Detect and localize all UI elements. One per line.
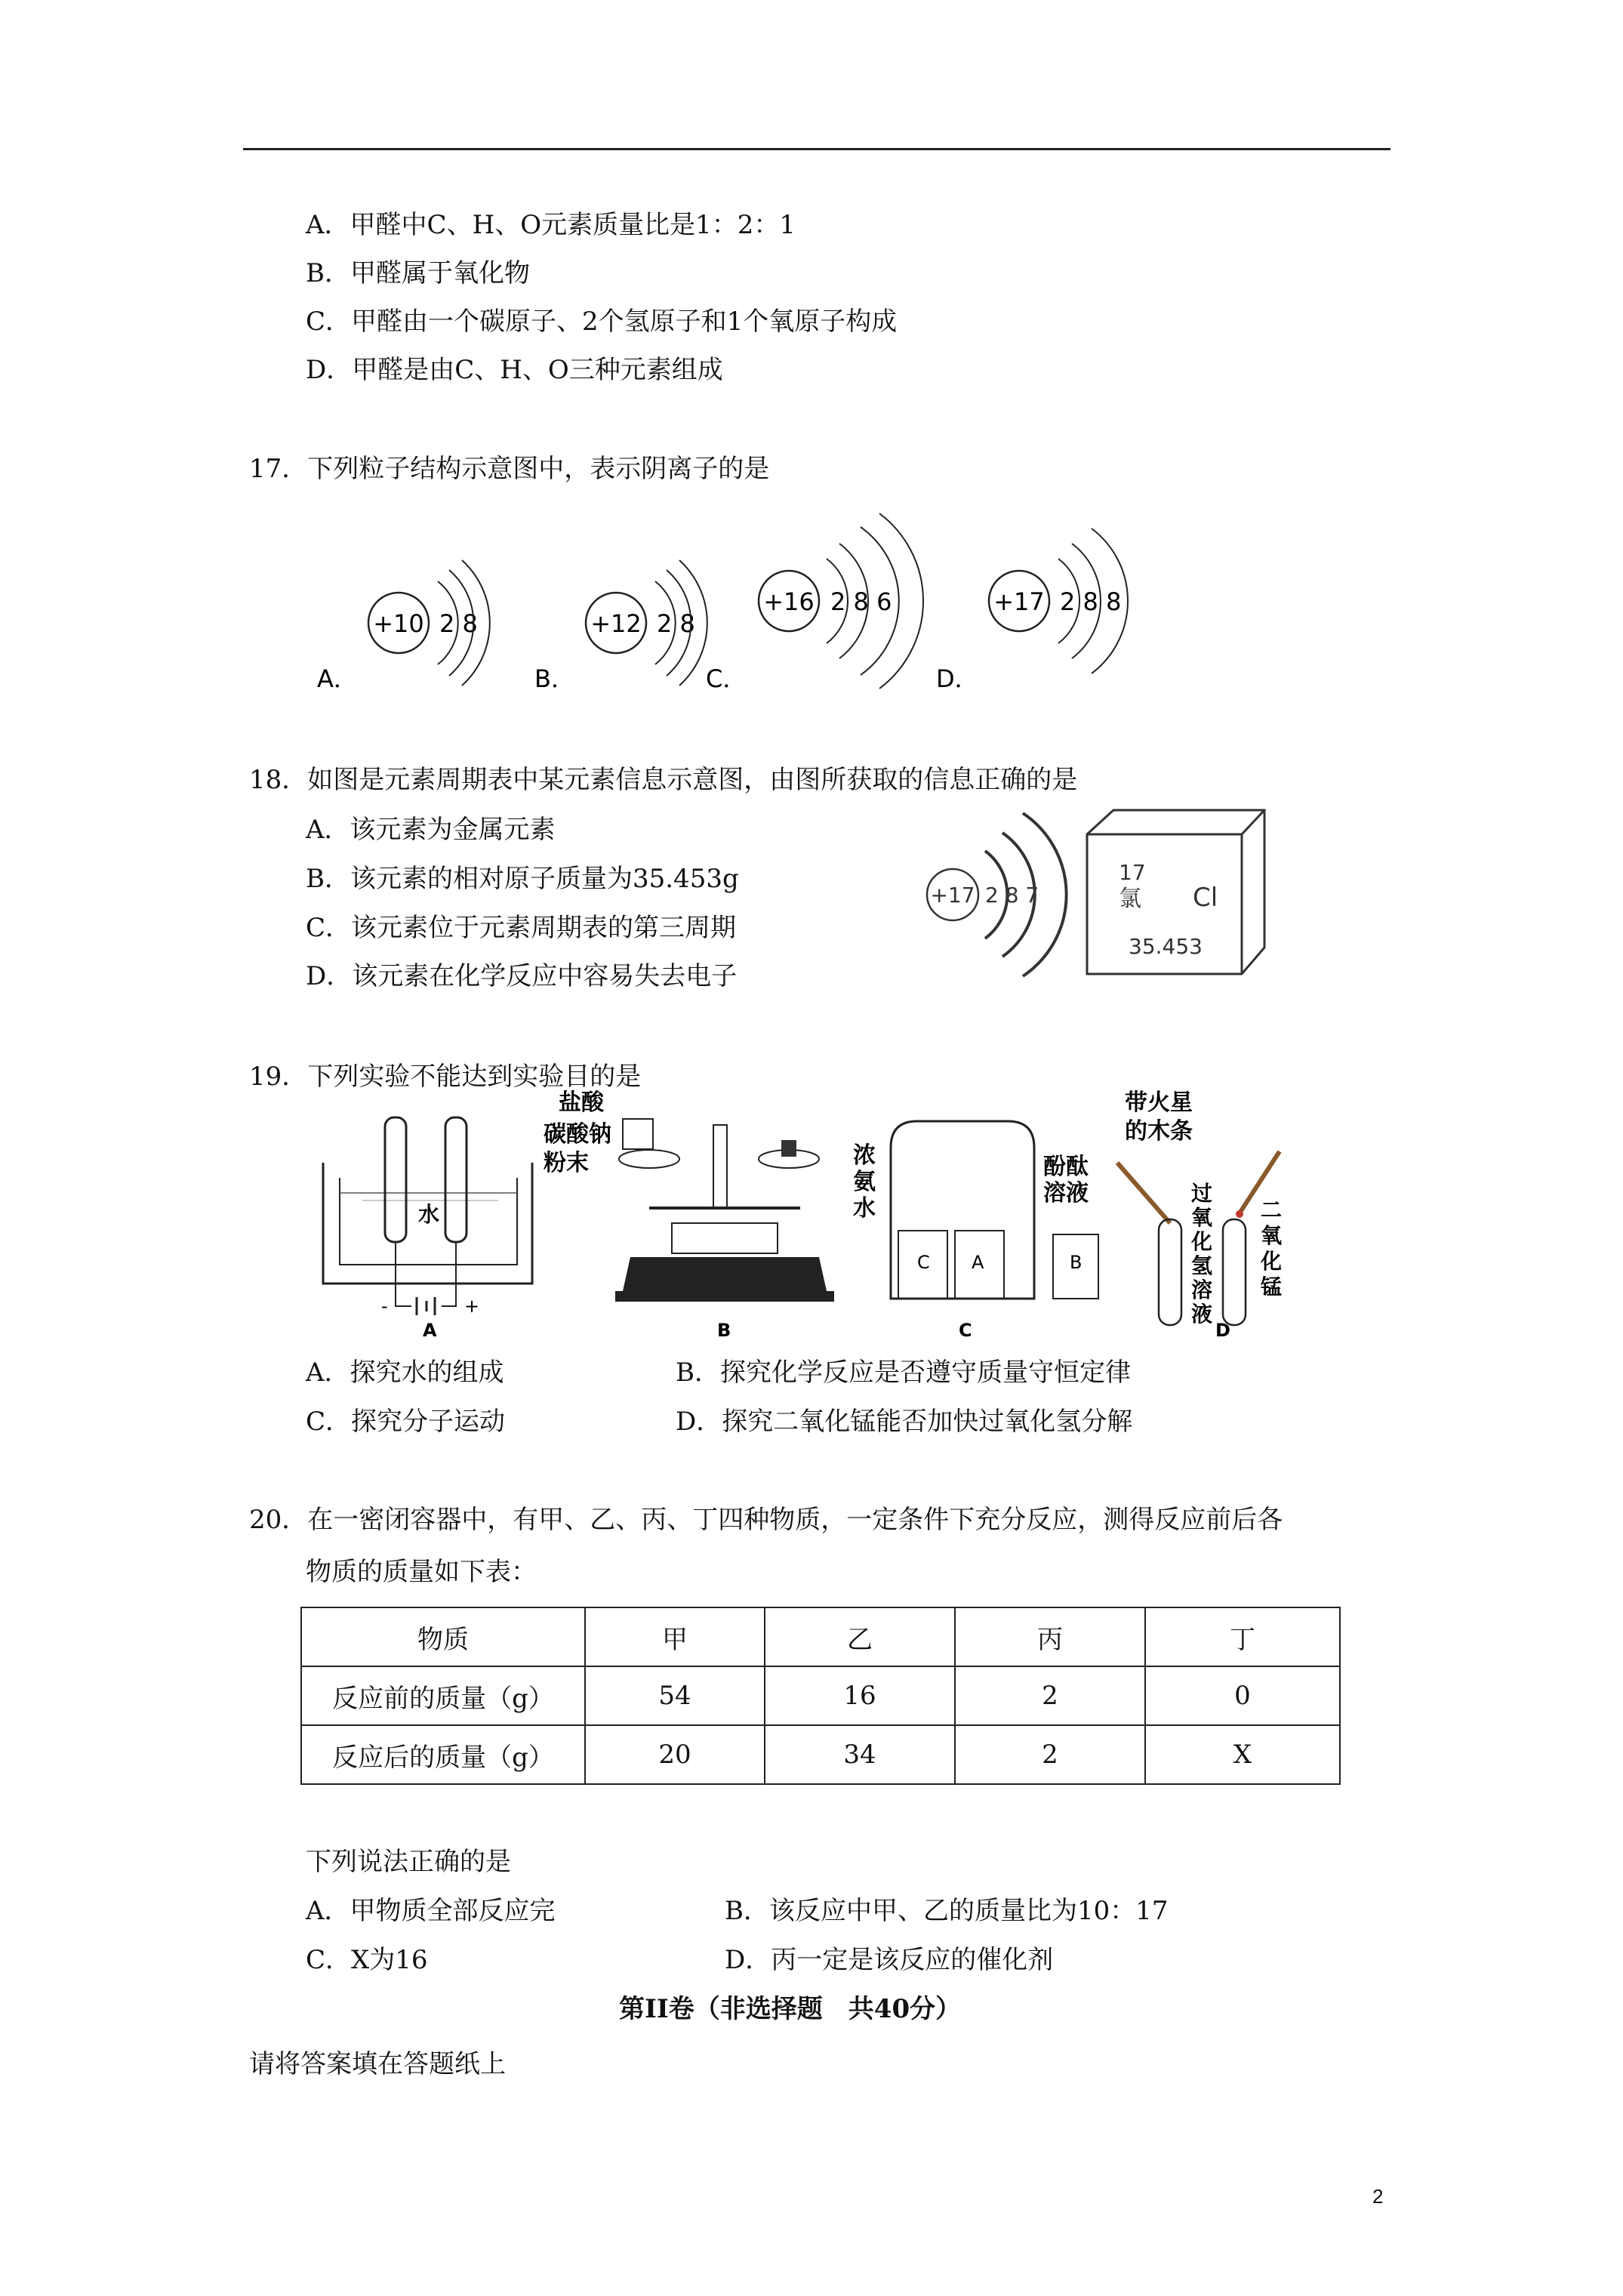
svg-text:C: C (959, 1320, 972, 1340)
atom-diagram-b (534, 560, 707, 693)
header-rule (243, 148, 1390, 150)
svg-text:Cl: Cl (1193, 883, 1218, 913)
svg-text:带火星: 带火星 (1125, 1089, 1193, 1116)
q16-option-c: C．甲醛由一个碳原子、2个氢原子和1个氧原子构成 (306, 307, 898, 337)
q20-option-a: A．甲物质全部反应完 (306, 1896, 556, 1926)
table-cell: 物质 (301, 1607, 585, 1666)
table-header-row (301, 1607, 1340, 1666)
svg-text:氧: 氧 (1191, 1205, 1213, 1230)
q17-atom-diagrams (302, 498, 1208, 702)
section-note: 请将答案填在答题纸上 (249, 2049, 506, 2079)
table-cell: 反应前的质量（g） (301, 1666, 585, 1725)
svg-text:碳酸钠: 碳酸钠 (544, 1121, 611, 1148)
table-cell: 乙 (765, 1607, 955, 1666)
svg-text:2 8 8: 2 8 8 (1060, 587, 1122, 616)
q16-option-b: B．甲醛属于氧化物 (306, 258, 530, 288)
q20-stem-line2: 物质的质量如下表： (306, 1557, 537, 1587)
table-cell: 54 (585, 1666, 765, 1725)
q16-option-a: A．甲醛中C、H、O元素质量比是1：2：1 (306, 210, 796, 240)
svg-text:+17: +17 (993, 587, 1045, 616)
q18-option-b: B．该元素的相对原子质量为35.453g (306, 864, 739, 894)
q19-experiment-figures (317, 1087, 1298, 1340)
svg-text:D: D (1215, 1320, 1230, 1340)
svg-text:17: 17 (1119, 860, 1146, 885)
atom-diagram-d (936, 529, 1128, 693)
table-cell: 丙 (955, 1607, 1145, 1666)
table-row (301, 1725, 1340, 1784)
q19-option-c: C．探究分子运动 (306, 1407, 506, 1437)
svg-text:粉末: 粉末 (544, 1150, 589, 1176)
svg-text:化: 化 (1261, 1249, 1283, 1274)
fig-c-molecular-motion (853, 1121, 1098, 1340)
svg-text:C: C (917, 1252, 930, 1273)
svg-text:盐酸: 盐酸 (559, 1089, 604, 1116)
table-cell: 34 (765, 1725, 955, 1784)
fig-b-balance (544, 1089, 834, 1340)
mass-table (300, 1607, 1341, 1785)
svg-text:浓: 浓 (853, 1142, 876, 1169)
svg-text:C．: C． (706, 664, 747, 693)
svg-text:+16: +16 (763, 587, 815, 616)
fig-d-catalyst (1117, 1089, 1282, 1340)
q20-stem-line1: 20．在一密闭容器中，有甲、乙、丙、丁四种物质，一定条件下充分反应，测得反应前后各 (249, 1505, 1283, 1535)
svg-text:二: 二 (1261, 1197, 1283, 1222)
svg-text:-: - (381, 1296, 388, 1317)
table-cell: 2 (955, 1725, 1145, 1784)
svg-text:2 8 7: 2 8 7 (985, 883, 1039, 908)
q20-option-c: C．X为16 (306, 1945, 428, 1975)
q19-option-a: A．探究水的组成 (306, 1358, 504, 1388)
svg-text:+10: +10 (373, 609, 424, 638)
svg-text:2 8: 2 8 (657, 609, 695, 638)
q18-option-d: D．该元素在化学反应中容易失去电子 (306, 961, 738, 991)
q18-option-a: A．该元素为金属元素 (306, 815, 556, 845)
svg-text:氧: 氧 (1261, 1223, 1283, 1248)
svg-text:A: A (972, 1252, 984, 1273)
table-cell: 反应后的质量（g） (301, 1725, 585, 1784)
page-number: 2 (1372, 2185, 1384, 2208)
table-cell: 20 (585, 1725, 765, 1784)
svg-text:过: 过 (1191, 1181, 1213, 1206)
svg-text:2 8: 2 8 (439, 609, 478, 638)
q20-option-d: D．丙一定是该反应的催化剂 (725, 1945, 1054, 1975)
svg-text:化: 化 (1191, 1229, 1213, 1254)
svg-text:氯: 氯 (1119, 886, 1141, 912)
svg-text:氨: 氨 (853, 1169, 876, 1195)
q16-option-d: D．甲醛是由C、H、O三种元素组成 (306, 355, 723, 385)
table-cell: 甲 (585, 1607, 765, 1666)
svg-text:B．: B． (534, 664, 575, 693)
table-cell: 0 (1145, 1666, 1340, 1725)
element-cell-chlorine (1079, 804, 1276, 985)
svg-text:酚酞: 酚酞 (1043, 1154, 1089, 1180)
svg-text:B: B (717, 1320, 731, 1340)
svg-text:锰: 锰 (1261, 1274, 1283, 1299)
q17-stem: 17．下列粒子结构示意图中，表示阴离子的是 (249, 454, 770, 484)
q20-prompt: 下列说法正确的是 (306, 1847, 511, 1877)
q19-option-d: D．探究二氧化锰能否加快过氧化氢分解 (676, 1407, 1133, 1437)
table-cell: 16 (765, 1666, 955, 1725)
svg-text:D．: D． (936, 664, 979, 693)
svg-text:水: 水 (853, 1195, 876, 1222)
svg-text:的木条: 的木条 (1125, 1118, 1193, 1145)
q18-option-c: C．该元素位于元素周期表的第三周期 (306, 913, 737, 943)
q19-option-b: B．探究化学反应是否遵守质量守恒定律 (676, 1358, 1131, 1388)
svg-text:B: B (1070, 1252, 1083, 1273)
svg-text:溶液: 溶液 (1043, 1180, 1089, 1207)
section-title: 第II卷（非选择题 共40分） (619, 1994, 962, 2024)
svg-text:溶: 溶 (1191, 1277, 1213, 1302)
svg-text:液: 液 (1191, 1302, 1213, 1327)
table-cell: 丁 (1145, 1607, 1340, 1666)
atom-diagram-a (317, 560, 490, 693)
svg-text:+: + (464, 1296, 480, 1317)
table-cell: X (1145, 1725, 1340, 1784)
table-cell: 2 (955, 1666, 1145, 1725)
table-row (301, 1666, 1340, 1725)
fig-a-electrolysis (323, 1117, 532, 1340)
svg-text:+17: +17 (930, 883, 975, 908)
svg-text:35.453: 35.453 (1129, 934, 1203, 959)
svg-text:A．: A． (317, 664, 358, 693)
q19-stem: 19．下列实验不能达到实验目的是 (249, 1062, 642, 1092)
svg-text:+12: +12 (590, 609, 642, 638)
atom-diagram-c (706, 513, 923, 693)
q20-option-b: B．该反应中甲、乙的质量比为10：17 (725, 1896, 1169, 1926)
svg-text:氢: 氢 (1191, 1253, 1213, 1278)
q18-stem: 18．如图是元素周期表中某元素信息示意图，由图所获取的信息正确的是 (249, 765, 1078, 795)
svg-text:A: A (423, 1320, 437, 1340)
svg-text:水: 水 (418, 1202, 440, 1227)
svg-text:2 8 6: 2 8 6 (830, 587, 892, 616)
